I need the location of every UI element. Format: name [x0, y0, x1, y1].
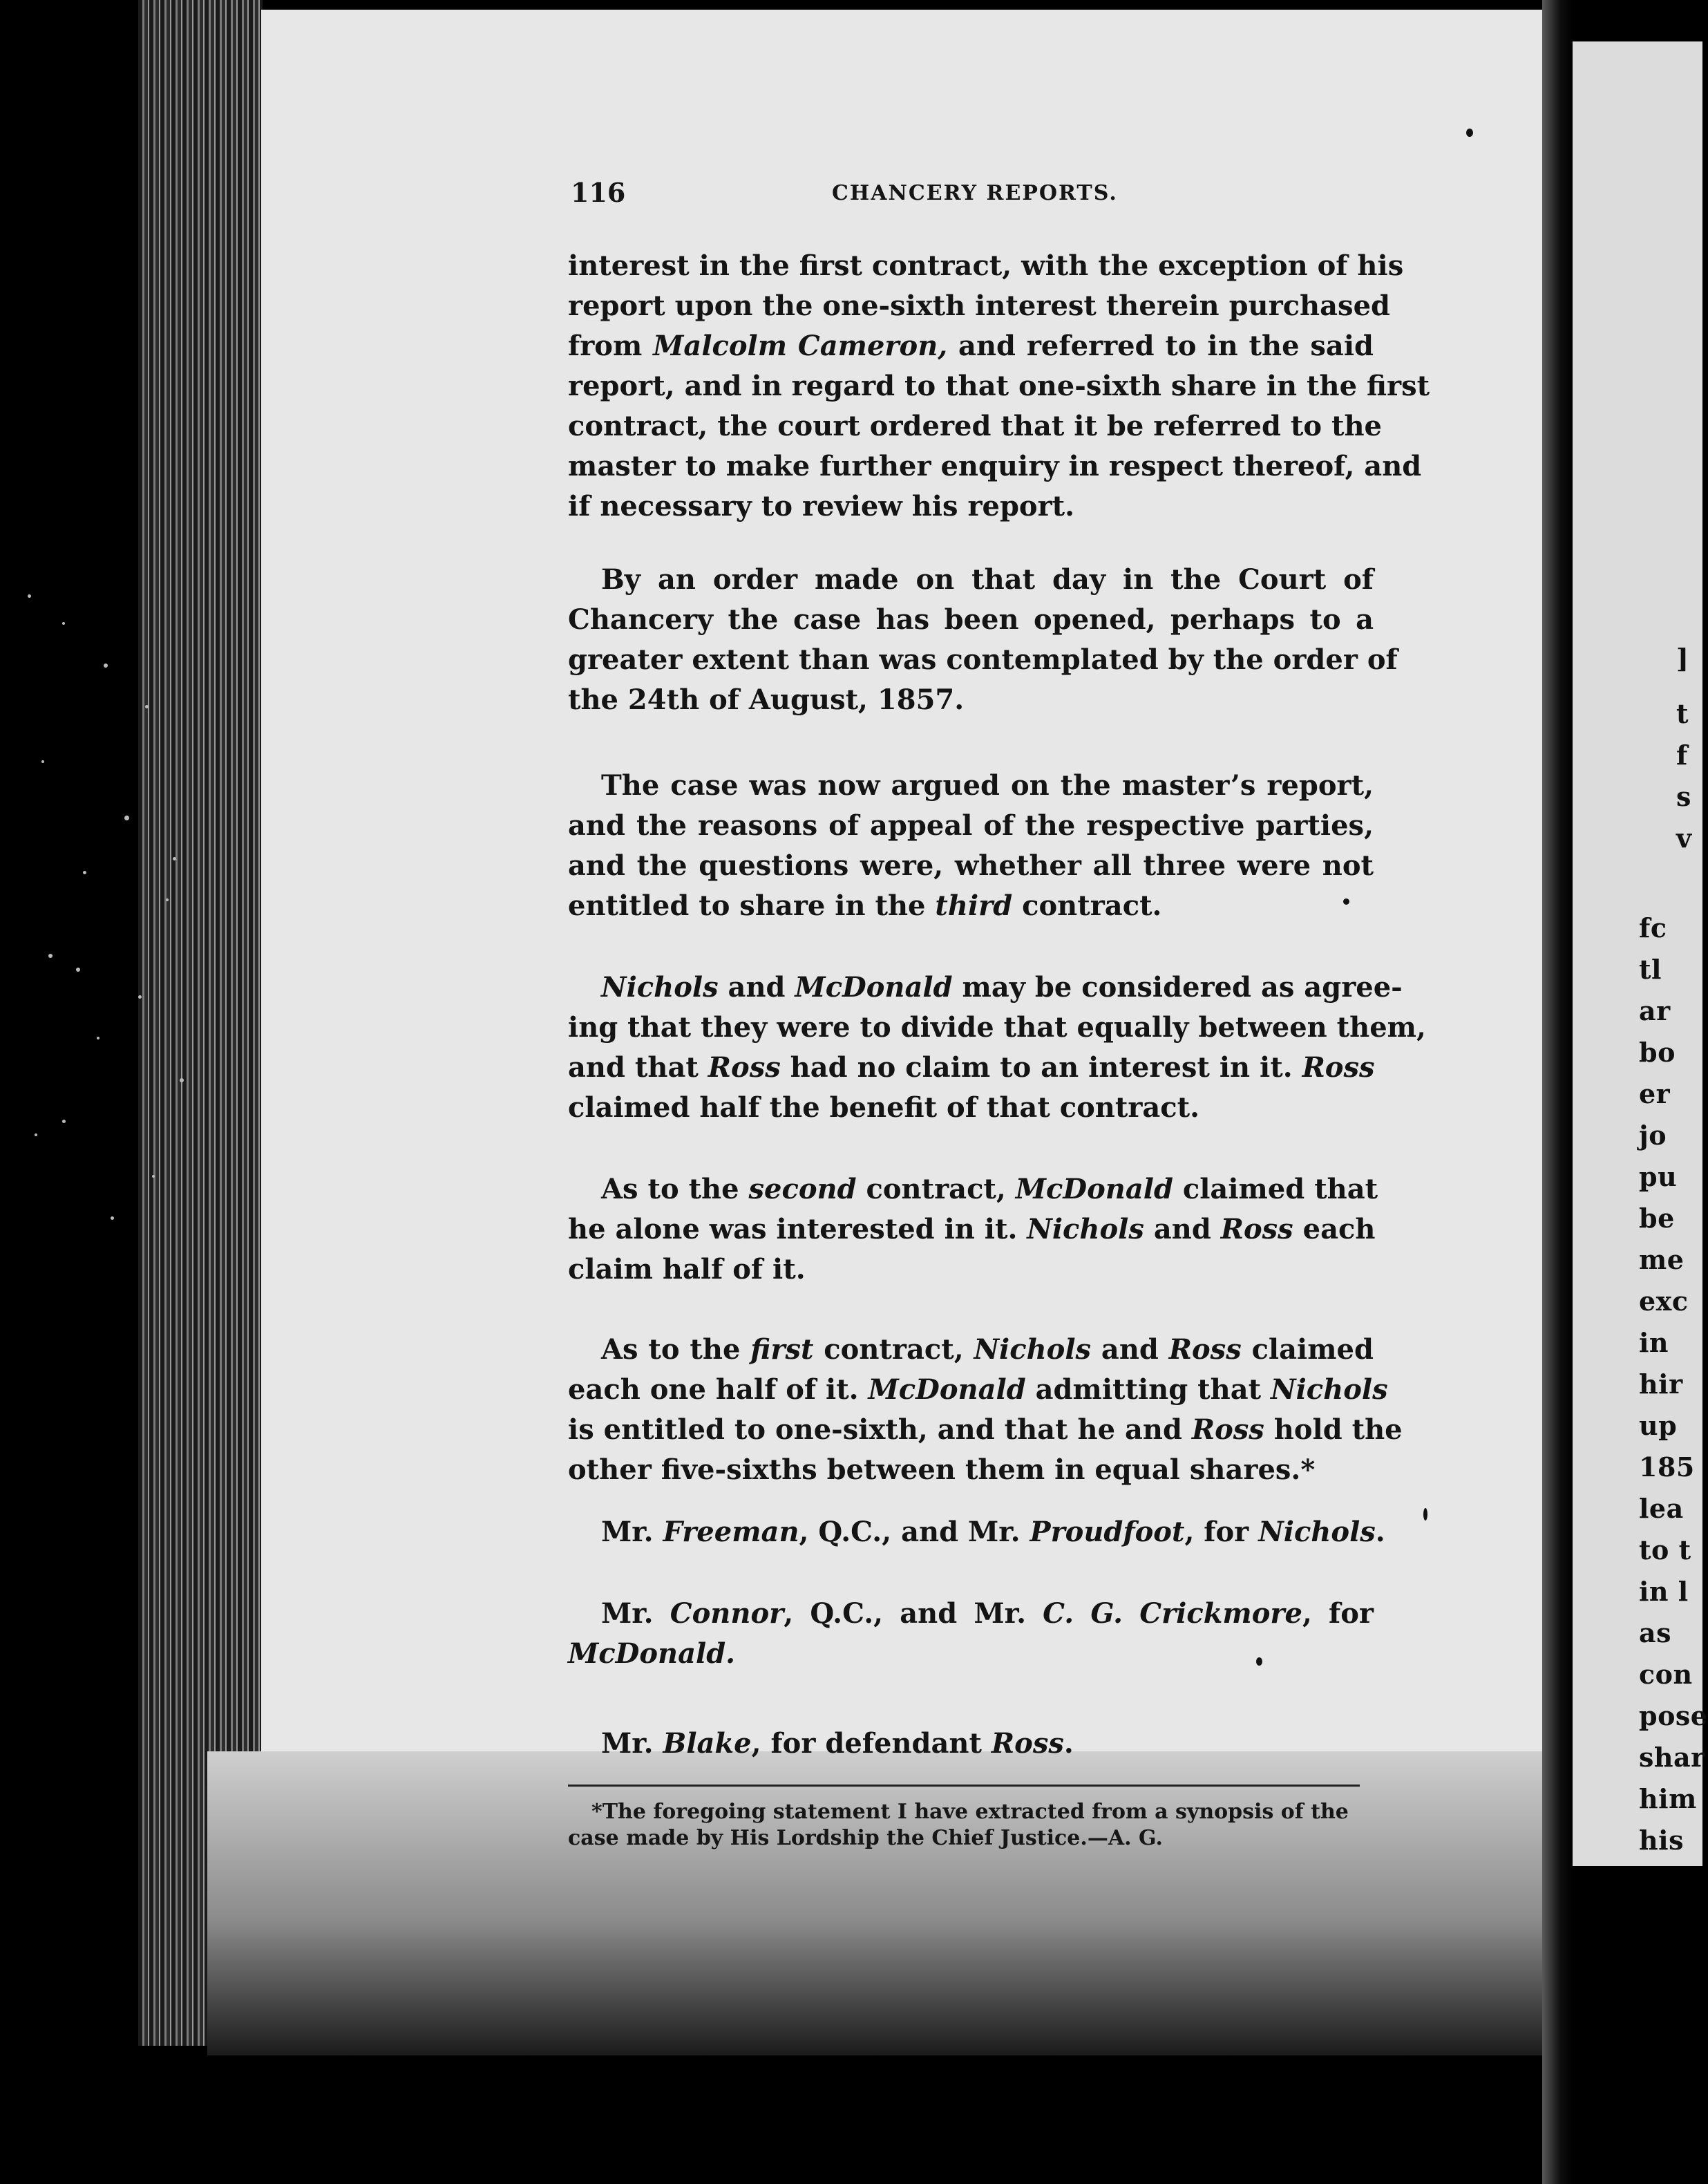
scan-speck: [28, 594, 31, 598]
text-line: The case was now argued on the master’s report,: [601, 769, 1374, 802]
adjacent-page-text: v: [1676, 822, 1692, 854]
scan-speck: [62, 1120, 66, 1123]
text-line: master to make further enquiry in respect thereof, and: [568, 450, 1422, 482]
footnote-line: case made by His Lordship the Chief Justice.—A. G.: [568, 1826, 1163, 1850]
scan-speck: [138, 995, 142, 999]
italic-name: Nichols: [1027, 1213, 1144, 1245]
dust-mark: [1343, 898, 1349, 905]
text-line: from Malcolm Cameron, and referred to in the said: [568, 330, 1374, 362]
text-line: claim half of it.: [568, 1253, 806, 1286]
text-line: Mr. Blake, for defendant Ross.: [601, 1727, 1074, 1760]
adjacent-page-text: in l: [1639, 1576, 1689, 1607]
adjacent-page-text: up: [1639, 1410, 1678, 1441]
italic-name: Nichols: [1258, 1516, 1376, 1548]
adjacent-page-text: pose: [1639, 1700, 1708, 1731]
text-line: By an order made on that day in the Court of: [601, 563, 1374, 596]
adjacent-page-text: him: [1639, 1783, 1697, 1814]
text-line: interest in the first contract, with the exception of his: [568, 250, 1404, 282]
book-gutter: [1542, 0, 1573, 2184]
italic-name: Ross: [1168, 1333, 1242, 1366]
text-line: [568, 1634, 1374, 1674]
adjacent-page-text: his: [1639, 1825, 1684, 1856]
text-line: claimed half the benefit of that contract.: [568, 1091, 1200, 1124]
italic-name: Proudfoot: [1029, 1516, 1185, 1548]
text-line: the 24th of August, 1857.: [568, 684, 965, 716]
italic-name: Ross: [1220, 1213, 1293, 1245]
scan-speck: [124, 816, 129, 820]
adjacent-page-text: ]: [1676, 643, 1689, 674]
adjacent-page-text: con: [1639, 1659, 1693, 1690]
italic-name: Freeman: [663, 1516, 799, 1548]
text-line: Nichols and McDonald may be considered as agree-: [601, 971, 1403, 1004]
dust-mark: [1466, 129, 1473, 137]
text-line: entitled to share in the third contract.: [568, 889, 1162, 922]
footnote-line: *The foregoing statement I have extracted from a synopsis of the: [591, 1800, 1349, 1824]
adjacent-page-text: bo: [1639, 1037, 1676, 1068]
italic-name: Blake: [663, 1727, 752, 1760]
adjacent-page-text: t: [1676, 698, 1689, 729]
text-line: he alone was interested in it. Nichols and Ross each: [568, 1213, 1376, 1245]
adjacent-page-text: me: [1639, 1244, 1685, 1275]
italic-name: McDonald: [868, 1373, 1026, 1406]
text-line: other five-sixths between them in equal shares.*: [568, 1453, 1316, 1486]
text-line: Mr. Freeman, Q.C., and Mr. Proudfoot, for Nichols: [601, 1516, 1376, 1548]
italic-name: Ross: [991, 1727, 1064, 1760]
book-page-edges: [138, 0, 263, 2046]
text-line: As to the second contract, McDonald claimed that: [601, 1173, 1378, 1205]
scan-speck: [180, 1078, 184, 1082]
italic-name: Ross: [1191, 1413, 1264, 1446]
scan-speck: [97, 1037, 99, 1039]
adjacent-page-text: tl: [1639, 954, 1662, 985]
adjacent-page: [1573, 41, 1708, 1866]
adjacent-page-text: lea: [1639, 1493, 1684, 1524]
adjacent-page-text: be: [1639, 1203, 1675, 1234]
adjacent-page-text: jo: [1639, 1120, 1667, 1151]
adjacent-page-text: er: [1639, 1078, 1671, 1109]
scan-speck: [76, 968, 80, 972]
scan-speck: [104, 663, 108, 668]
running-head: CHANCERY REPORTS.: [832, 181, 1118, 205]
dust-mark: [1423, 1508, 1427, 1521]
text-line: ing that they were to divide that equally between them,: [568, 1011, 1426, 1044]
italic-name: Ross: [1302, 1051, 1375, 1084]
page-bottom-shadow: [207, 1751, 1544, 2055]
dust-mark: [1256, 1657, 1262, 1666]
italic-name: Nichols: [974, 1333, 1092, 1366]
scan-speck: [41, 760, 44, 763]
adjacent-page-text: shar: [1639, 1742, 1705, 1773]
italic-name: McDonald.: [568, 1637, 736, 1670]
adjacent-page-text: fc: [1639, 912, 1667, 943]
adjacent-page-text: hir: [1639, 1368, 1683, 1400]
text-line: if necessary to review his report.: [568, 490, 1075, 523]
text-line: Mr. Connor, Q.C., and Mr. C. G. Crickmore, for: [601, 1597, 1374, 1630]
scan-speck: [35, 1133, 37, 1136]
scan-speck: [166, 898, 169, 901]
text-line: is entitled to one-sixth, and that he and Ross hold the: [568, 1413, 1403, 1446]
scan-speck: [152, 1175, 155, 1178]
text-line: Chancery the case has been opened, perhaps to a: [568, 603, 1374, 636]
adjacent-page-text: as: [1639, 1617, 1672, 1648]
italic-name: first: [750, 1333, 814, 1366]
adjacent-page-text: s: [1676, 781, 1691, 812]
text-line: and the reasons of appeal of the respective parties,: [568, 809, 1374, 842]
adjacent-page-text: ar: [1639, 995, 1671, 1026]
scan-speck: [145, 705, 149, 708]
italic-name: McDonald: [1015, 1173, 1173, 1205]
italic-name: Nichols: [1271, 1373, 1388, 1406]
adjacent-page-text: exc: [1639, 1286, 1689, 1317]
adjacent-page-text: f: [1676, 740, 1688, 771]
adjacent-page-text: to t: [1639, 1534, 1691, 1565]
italic-name: Malcolm Cameron,: [653, 330, 948, 362]
adjacent-page-text: 185: [1639, 1451, 1695, 1482]
italic-name: Connor: [670, 1597, 784, 1630]
footnote-rule: [568, 1785, 1360, 1787]
italic-name: second: [748, 1173, 857, 1205]
scan-speck: [111, 1216, 114, 1220]
adjacent-page-text: in: [1639, 1327, 1669, 1358]
text-line: report upon the one-sixth interest therein purchased: [568, 290, 1390, 322]
text-line: and the questions were, whether all three were not: [568, 849, 1374, 882]
text-line: contract, the court ordered that it be referred to the: [568, 410, 1382, 442]
italic-name: third: [935, 889, 1013, 922]
text-line: and that Ross had no claim to an interest in it. Ross: [568, 1051, 1375, 1084]
italic-name: Ross: [708, 1051, 781, 1084]
text-line: report, and in regard to that one-sixth share in the first: [568, 370, 1430, 402]
text-line: As to the first contract, Nichols and Ross claimed: [601, 1333, 1374, 1366]
scan-speck: [83, 871, 86, 874]
scan-speck: [173, 857, 176, 860]
page-number: 116: [571, 177, 626, 208]
italic-name: McDonald: [795, 971, 953, 1004]
scan-speck: [62, 622, 65, 625]
italic-name: C. G. Crickmore: [1043, 1597, 1302, 1630]
scan-speck: [48, 954, 53, 958]
text-line: greater extent than was contemplated by the order of: [568, 643, 1398, 676]
text-line: each one half of it. McDonald admitting that Nichols: [568, 1373, 1388, 1406]
italic-name: Nichols: [601, 971, 719, 1004]
adjacent-page-text: pu: [1639, 1161, 1678, 1192]
